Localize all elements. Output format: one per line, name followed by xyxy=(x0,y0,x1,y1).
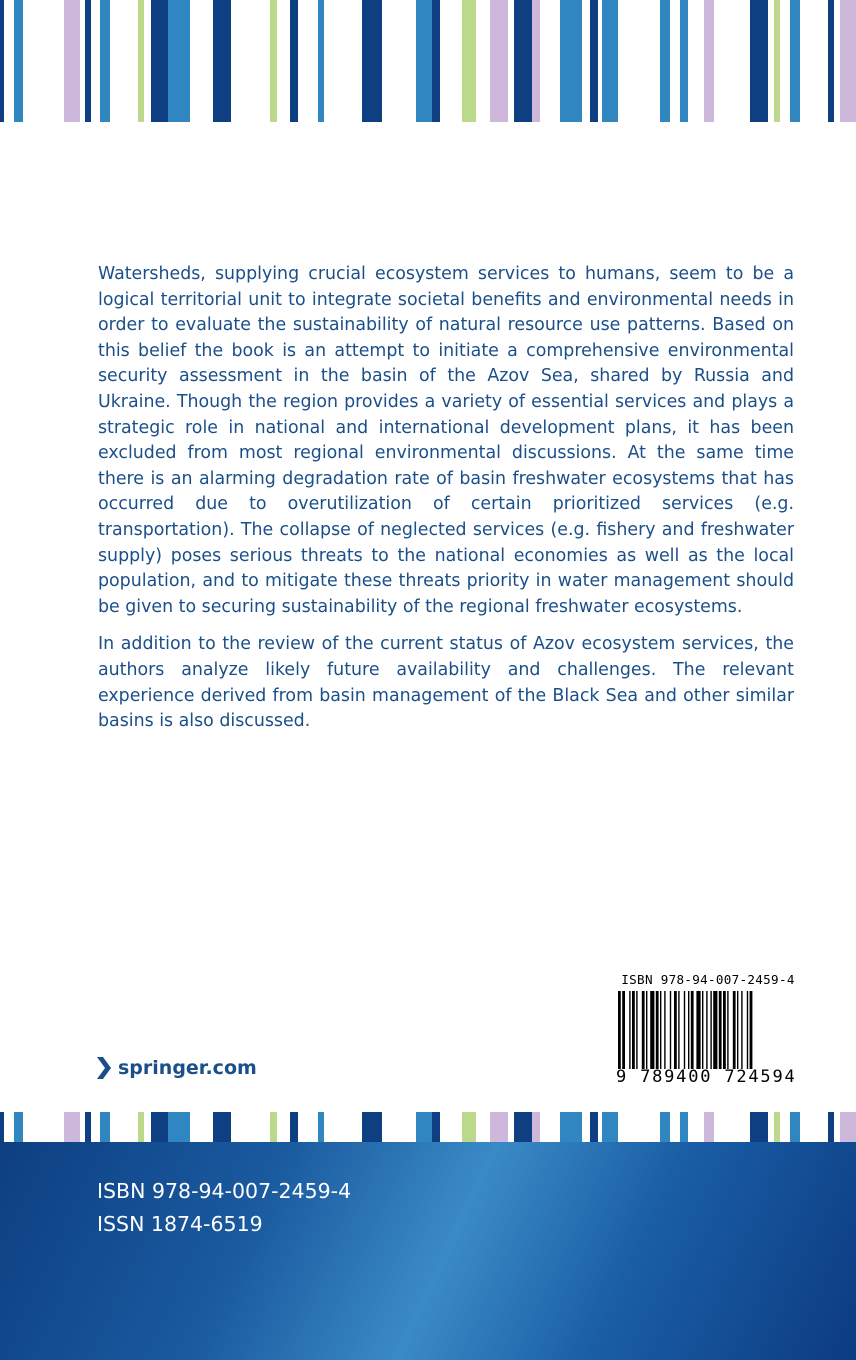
stripe xyxy=(14,0,23,122)
stripe xyxy=(462,0,476,122)
barcode-icon xyxy=(616,991,800,1069)
stripe xyxy=(14,1112,23,1142)
stripe xyxy=(660,0,670,122)
stripe xyxy=(138,1112,144,1142)
barcode-digits: 9 789400 724594 xyxy=(616,1067,797,1087)
stripe xyxy=(774,0,780,122)
stripe xyxy=(750,1112,768,1142)
stripe xyxy=(680,1112,688,1142)
stripe xyxy=(514,0,532,122)
stripe xyxy=(416,0,432,122)
stripe xyxy=(462,1112,476,1142)
stripe xyxy=(704,1112,714,1142)
stripe xyxy=(0,1112,4,1142)
stripe xyxy=(660,1112,670,1142)
stripe xyxy=(790,1112,800,1142)
top-decorative-stripes xyxy=(0,0,856,122)
stripe xyxy=(840,0,856,122)
springer-link-label: springer.com xyxy=(118,1057,257,1079)
stripe xyxy=(590,0,598,122)
stripe xyxy=(432,1112,440,1142)
stripe xyxy=(680,0,688,122)
stripe xyxy=(85,1112,91,1142)
footer-band xyxy=(0,1142,856,1360)
stripe xyxy=(590,1112,598,1142)
back-cover-description xyxy=(98,262,794,747)
stripe xyxy=(290,1112,298,1142)
stripe xyxy=(318,1112,324,1142)
stripe xyxy=(138,0,144,122)
description-paragraph-1: Watersheds, supplying crucial ecosystem services to humans, seem to be a logical territorial unit to integrate societal benefits and environmental needs in order to evaluate the sustainability of natural resource use patterns. Based on this belief the book is an attempt to initiate a comprehensive environmental security assessment in the basin of the Azov Sea, shared by Russia and Ukraine. Though the region provides a variety of essential services and plays a strategic role in national and international development plans, it has been excluded from most regional environmental discussions. At the same time there is an alarming degradation rate of basin freshwater ecosystems that has occurred due to overutilization of certain prioritized services (e.g. transportation). The collapse of neglected services (e.g. fishery and freshwater supply) poses serious threats to the national economies as well as the local population, and to mitigate these threats priority in water management should be given to securing sustainability of the regional freshwater ecosystems. xyxy=(98,264,794,617)
chevron-right-icon xyxy=(96,1056,112,1080)
stripe xyxy=(828,1112,834,1142)
springer-link[interactable] xyxy=(96,1056,257,1080)
stripe xyxy=(85,0,91,122)
stripe xyxy=(213,1112,231,1142)
stripe xyxy=(490,1112,508,1142)
stripe xyxy=(290,0,298,122)
stripe xyxy=(362,1112,382,1142)
stripe xyxy=(64,0,80,122)
stripe xyxy=(416,1112,432,1142)
barcode-isbn-label: ISBN 978-94-007-2459-4 xyxy=(621,972,795,987)
stripe xyxy=(270,0,277,122)
footer-issn: ISSN 1874-6519 xyxy=(97,1212,263,1236)
stripe xyxy=(790,0,800,122)
stripe xyxy=(318,0,324,122)
stripe xyxy=(0,0,4,122)
stripe xyxy=(100,1112,110,1142)
stripe xyxy=(602,0,618,122)
middle-decorative-stripes xyxy=(0,1112,856,1142)
stripe xyxy=(532,1112,540,1142)
stripe xyxy=(432,0,440,122)
stripe xyxy=(362,0,382,122)
stripe xyxy=(64,1112,80,1142)
stripe xyxy=(750,0,768,122)
stripe xyxy=(704,0,714,122)
footer-isbn: ISBN 978-94-007-2459-4 xyxy=(97,1179,352,1203)
stripe xyxy=(514,1112,532,1142)
stripe xyxy=(774,1112,780,1142)
stripe xyxy=(840,1112,856,1142)
stripe xyxy=(213,0,231,122)
stripe xyxy=(168,1112,190,1142)
stripe xyxy=(532,0,540,122)
stripe xyxy=(828,0,834,122)
stripe xyxy=(270,1112,277,1142)
stripe xyxy=(602,1112,618,1142)
stripe xyxy=(490,0,508,122)
stripe xyxy=(100,0,110,122)
stripe xyxy=(168,0,190,122)
stripe xyxy=(151,0,168,122)
stripe xyxy=(560,0,582,122)
stripe xyxy=(151,1112,168,1142)
barcode-block xyxy=(616,972,800,1087)
description-paragraph-2: In addition to the review of the current status of Azov ecosystem services, the authors analyze likely future availability and challenges. The relevant experience derived from basin management of the Black Sea and other similar basins is also discussed. xyxy=(98,634,794,732)
stripe xyxy=(560,1112,582,1142)
